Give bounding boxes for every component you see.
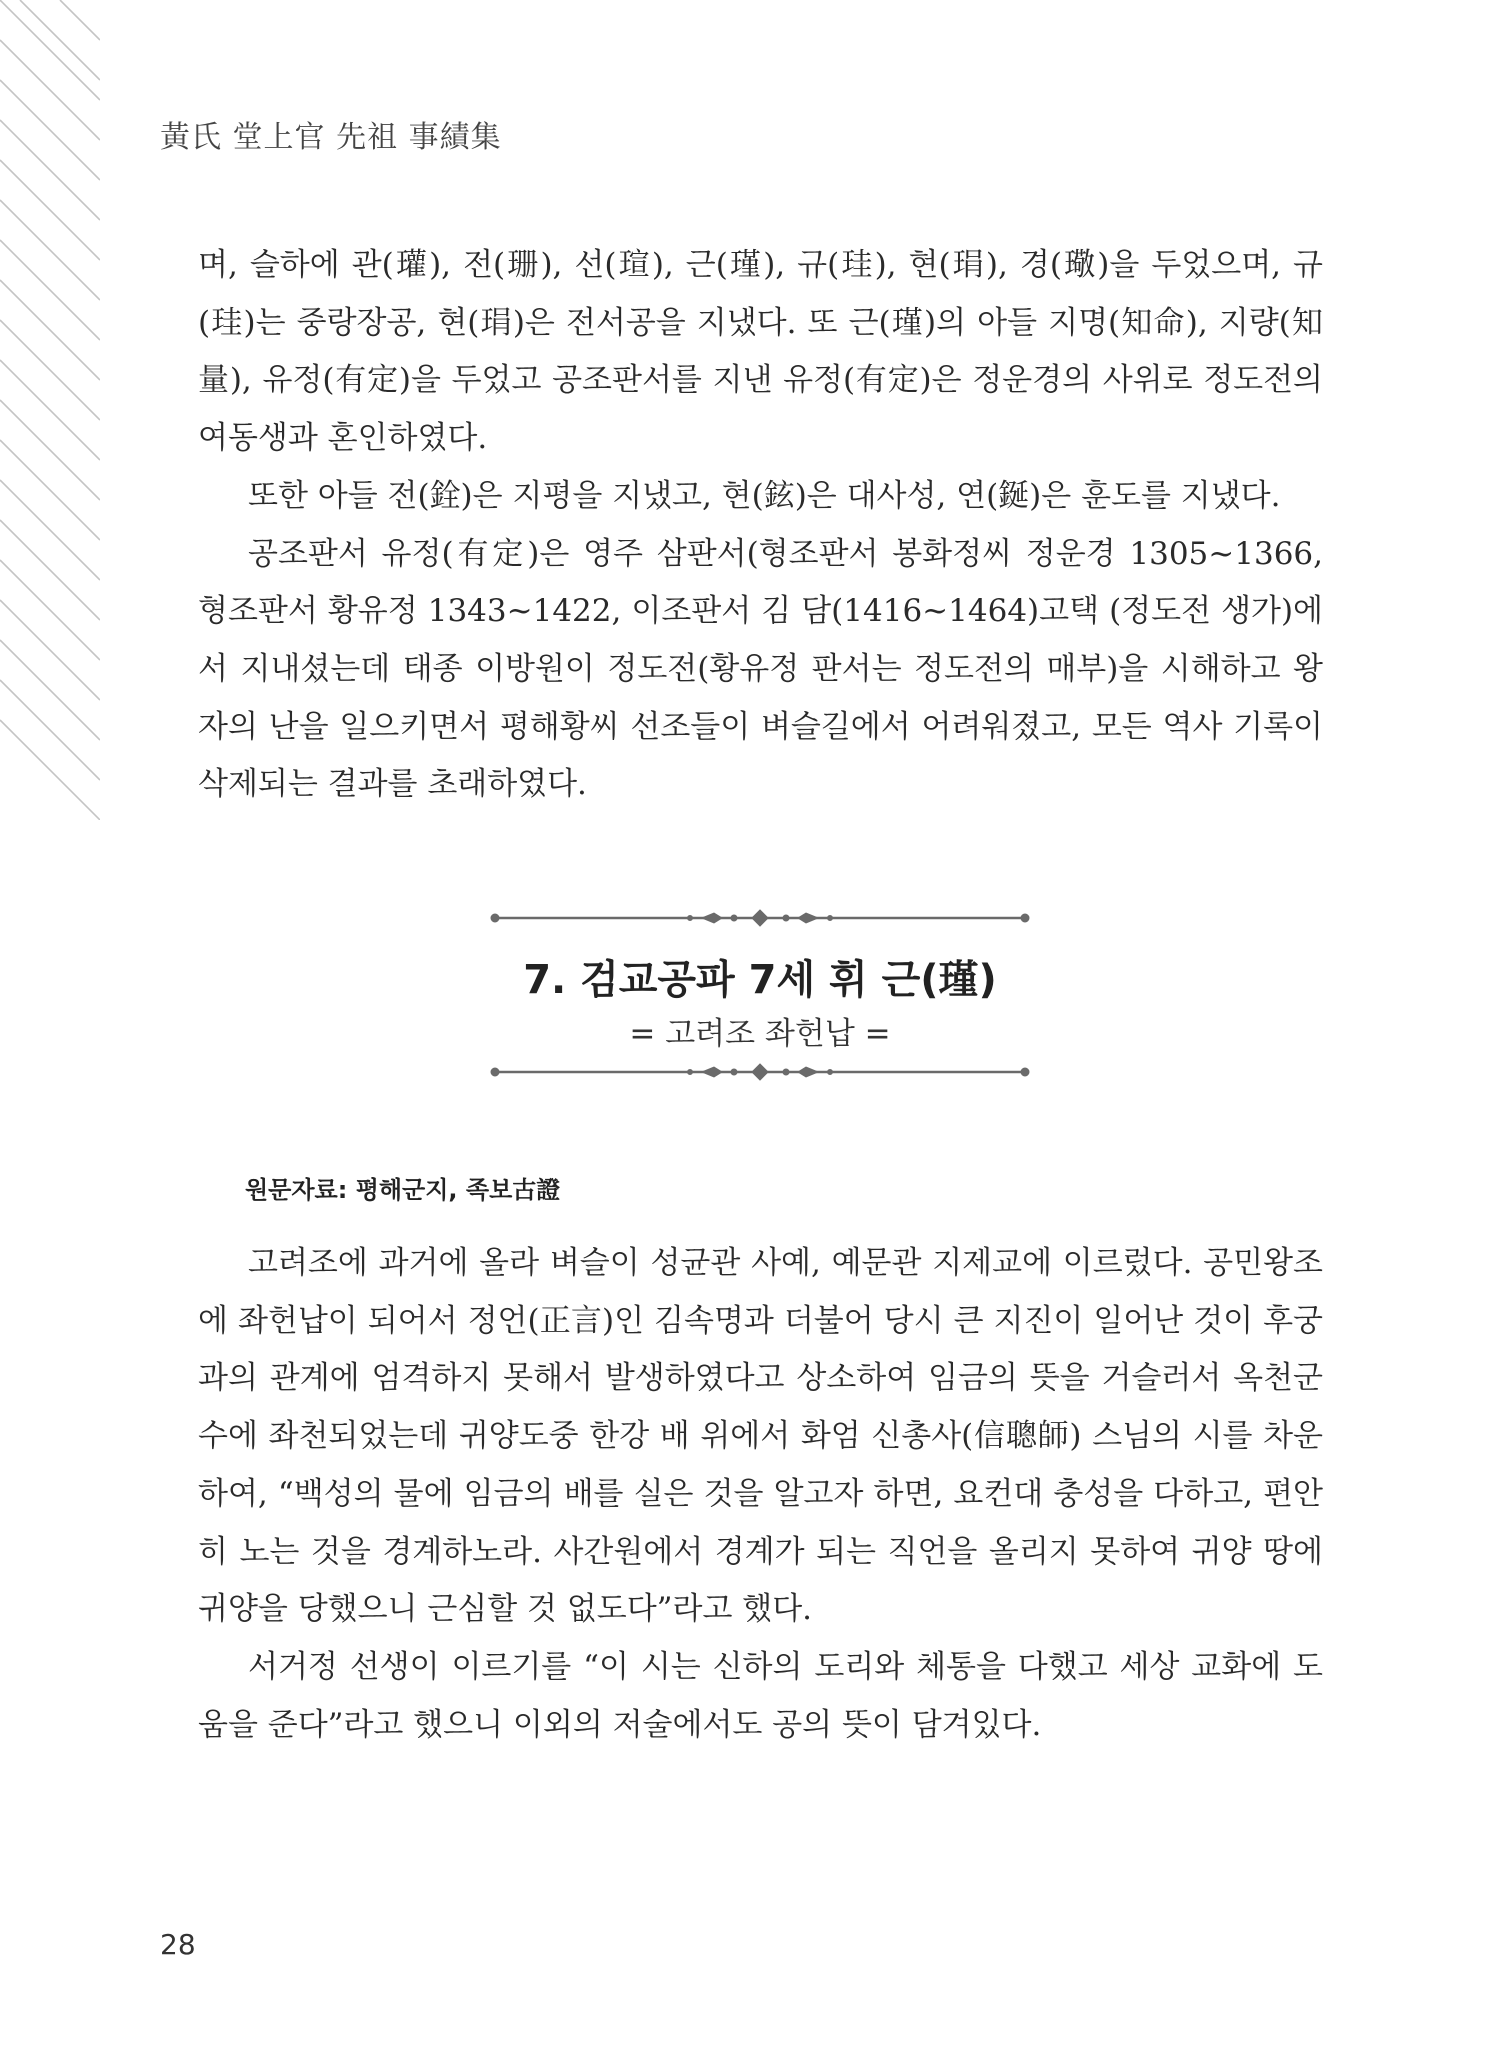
paragraph: 고려조에 과거에 올라 벼슬이 성균관 사예, 예문관 지제교에 이르렀다. 공민왕조에 좌헌납이 되어서 정언(正言)인 김속명과 더불어 당시 큰 지진이 일어난 것이 후궁과의 관계에 엄격하지 못해서 발생하였다고 상소하여 임금의 뜻을 거슬러서 옥천군수에 좌천되었는데 귀양도중 한강 배 위에서 화엄 신총사(信聰師) 스님의 시를 차운하여, “백성의 물에 임금의 배를 실은 것을 알고자 하면, 요컨대 충성을 다하고, 편안히 노는 것을 경계하노라. 사간원에서 경계가 되는 직언을 올리지 못하여 귀양 땅에 귀양을 당했으니 근심할 것 없도다”라고 했다. xyxy=(198,1245,1323,1628)
bottom-text-block xyxy=(198,1235,1323,1754)
top-text-block xyxy=(198,237,1323,814)
source-reference: 원문자료: 평해군지, 족보古證 xyxy=(245,1176,561,1204)
paragraph: 공조판서 유정(有定)은 영주 삼판서(형조판서 봉화정씨 정운경 1305~1366, 형조판서 황유정 1343~1422, 이조판서 김 담(1416~1464)고택 (정도전 생가)에서 지내셨는데 태종 이방원이 정도전(황유정 판서는 정도전의 매부)을 시해하고 왕자의 난을 일으키면서 평해황씨 선조들이 벼슬길에서 어려워졌고, 모든 역사 기록이 삭제되는 결과를 초래하였다. xyxy=(198,535,1323,803)
running-header: 黃氏 堂上官 先祖 事績集 xyxy=(160,120,502,155)
paragraph: 서거정 선생이 이르기를 “이 시는 신하의 도리와 체통을 다했고 세상 교화에 도움을 준다”라고 했으니 이외의 저술에서도 공의 뜻이 담겨있다. xyxy=(198,1648,1323,1743)
paragraph: 또한 아들 전(銓)은 지평을 지냈고, 현(鉉)은 대사성, 연(鋋)은 훈도를 지냈다. xyxy=(248,477,1281,514)
section-heading xyxy=(490,908,1030,1094)
ornament-divider xyxy=(490,908,1030,928)
section-title: 7. 검교공파 7세 휘 근(瑾) xyxy=(523,957,997,1003)
page-number: 28 xyxy=(160,1928,196,1961)
paragraph: 며, 슬하에 관(瓘), 전(珊), 선(瑄), 근(瑾), 규(珪), 현(琄), 경(璥)을 두었으며, 규(珪)는 중랑장공, 현(琄)은 전서공을 지냈다. 또 근(瑾)의 아들 지명(知命), 지량(知量), 유정(有定)을 두었고 공조판서를 지낸 유정(有定)은 정운경의 사위로 정도전의 여동생과 혼인하였다. xyxy=(198,247,1323,457)
ornament-divider xyxy=(490,1062,1030,1082)
decorative-corner-stripes xyxy=(0,0,100,820)
section-subtitle: = 고려조 좌헌납 = xyxy=(629,1016,891,1052)
